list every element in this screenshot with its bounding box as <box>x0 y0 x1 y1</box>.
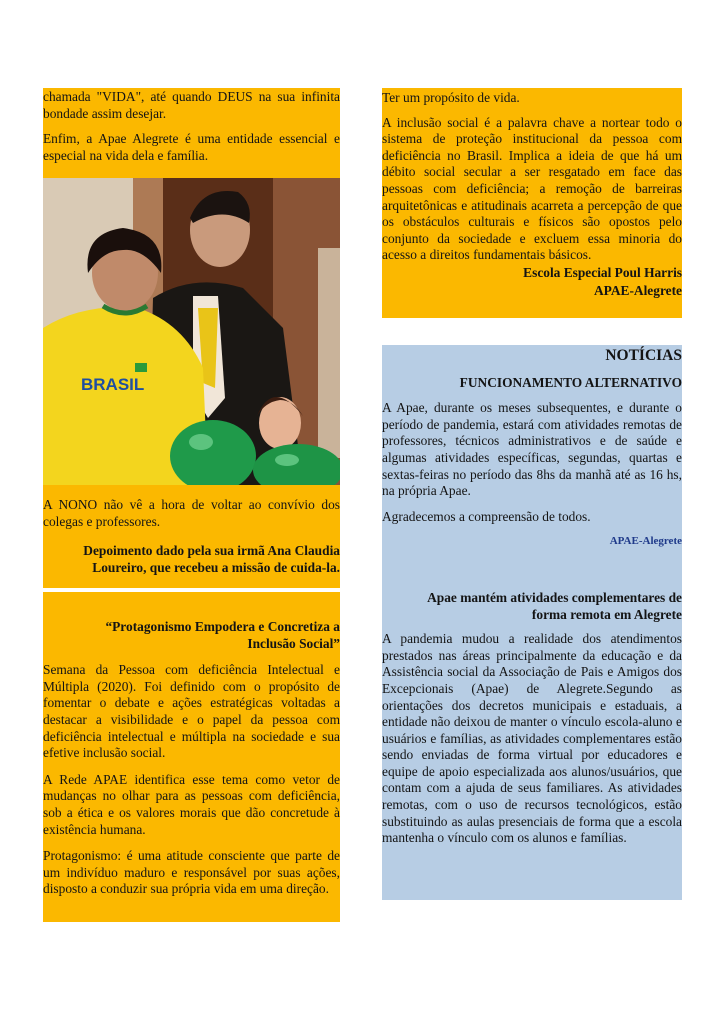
news-signature: APAE-Alegrete <box>609 535 682 548</box>
paragraph: Ter um propósito de vida. <box>382 90 520 105</box>
photo-family <box>43 178 340 485</box>
deposition-credit: Depoimento dado pela sua irmã Ana Claudia Loureiro, que recebeu a missão de cuida-la. <box>83 543 340 575</box>
right-yellow-box <box>382 88 682 318</box>
left-column-middle <box>43 485 340 588</box>
left-column-bottom <box>43 592 340 922</box>
shirt-text: BRASIL <box>81 375 145 394</box>
left-column-top <box>43 88 340 178</box>
paragraph: Agradecemos a compreensão de todos. <box>382 508 591 524</box>
signature-school: Escola Especial Poul Harris <box>523 264 682 280</box>
paragraph: chamada "VIDA", até quando DEUS na sua infinita bondade assim desejar. <box>43 89 340 121</box>
news-headline: Apae mantém atividades complementares de forma remota em Alegrete <box>427 589 682 622</box>
photo-image <box>43 178 340 485</box>
paragraph: Semana da Pessoa com deficiência Intelectual e Múltipla (2020). Foi definido com o propósito de fomentar o debate e ações estratégicas voltadas a destacar a visibilidade e o papel da pessoa com deficiência intelectual e múltipla na sociedade e sua efetive inclusão social. <box>43 662 340 761</box>
paragraph: A Rede APAE identifica esse tema como vetor de mudanças no olhar para as pessoas com deficiência, sob a ética e os valores morais que dão concretude à existência humana. <box>43 771 340 837</box>
paragraph: A pandemia mudou a realidade dos atendimentos prestados nas áreas principalmente da educação e da Assistência social da Associação de Pais e Amigos dos Excepcionais (Apae) de Alegrete.Segundo as orientações dos decretos municipais e estaduais, a entidade não deixou de manter o vínculo escola-aluno e usuários e famílias, as atividades complementares estão sendo enviadas de forma virtual por educadores e equipe de apoio especializada aos alunos/usuários, que contam com a ajuda de seus familiares. As atividades remotas, com o uso de recursos tecnológicos, estão substituindo as aulas presenciais de forma que a escola mantenha o vínculo com os alunos e famílias. <box>382 631 682 846</box>
section-heading: “Protagonismo Empodera e Concretiza a Inclusão Social” <box>105 619 340 651</box>
paragraph: A NONO não vê a hora de voltar ao convívio dos colegas e professores. <box>43 497 340 529</box>
paragraph: Enfim, a Apae Alegrete é uma entidade essencial e especial na vida dela e família. <box>43 131 340 163</box>
signature-apae: APAE-Alegrete <box>594 282 682 298</box>
paragraph: Protagonismo: é uma atitude consciente que parte de um indivíduo maduro e responsável por suas ações, disposto a conduzir sua própria vida em uma direção. <box>43 848 340 897</box>
paragraph: A inclusão social é a palavra chave a nortear todo o sistema de proteção institucional da pessoa com deficiência no Brasil. Implica a ideia de que há um débito social secular a ser resgatado em face das pessoas com deficiência; a remoção de barreiras arquitetônicas e atitudinais acarreta a percepção de que os obstáculos culturais e físicos são opostos pelo conjunto da sociedade e excluem essa minoria do acesso a direitos fundamentais básicos. <box>382 114 682 263</box>
news-title: NOTÍCIAS <box>605 347 682 364</box>
news-subtitle: FUNCIONAMENTO ALTERNATIVO <box>459 374 682 390</box>
paragraph: A Apae, durante os meses subsequentes, e durante o período de pandemia, estará com atividades remotas de professores, técnicos administrativos e de saúde e algumas atividades específicas, segundas, quartas e sextas-feiras no período das 8hs da manhã até as 16 hs, na própria Apae. <box>382 400 682 499</box>
news-box <box>382 345 682 900</box>
